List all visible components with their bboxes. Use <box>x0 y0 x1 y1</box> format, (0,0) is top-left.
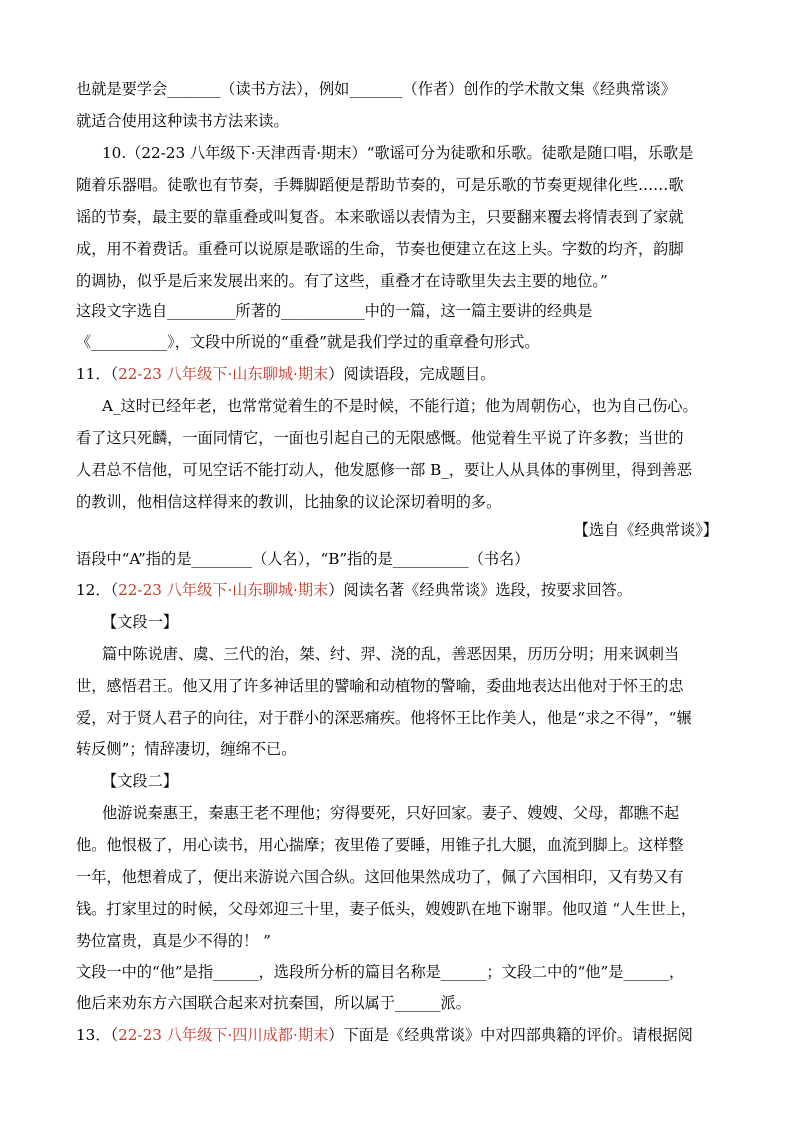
question-source: 22-23 八年级下·山东聊城·期末 <box>118 365 329 383</box>
answer-blank: ______ <box>213 963 259 981</box>
text-line: 转反侧”；情辞凄切，缠绵不已。 <box>76 740 297 758</box>
question-12-heading: 12．（22-23 八年级下·山东聊城·期末）阅读名著《经典常谈》选段，按要求回答。 <box>76 581 633 599</box>
text-line: 也就是要学会_______（读书方法），例如_______（作者）创作的学术散文集《经典常谈》 <box>76 80 676 98</box>
question-10-heading: 10.（22-23 八年级下·天津西青·期末）“歌谣可分为徒歌和乐歌。徒歌是随口唱，乐歌是 <box>102 144 694 162</box>
answer-blank: __________ <box>392 550 469 568</box>
text-line: 语段中“A”指的是________（人名），“B”指的是__________（书名） <box>76 550 530 568</box>
text-line: 钱。打家里过的时候，父母郊迎三十里，妻子低头，嫂嫂趴在地下谢罪。他叹道 “人生世上， <box>76 900 697 918</box>
answer-blank: ______ <box>623 963 669 981</box>
text-line: 谣的节奏，最主要的靠重叠或叫复沓。本来歌谣以表情为主，只要翻来覆去将情表到了家就 <box>76 208 684 226</box>
answer-blank: _______ <box>167 80 221 98</box>
question-11-heading: 11．（22-23 八年级下·山东聊城·期末）阅读语段，完成题目。 <box>76 365 496 383</box>
text-line: A_这时已经年老，也常常觉着生的不是时候，不能行道；他为周朝伤心，也为自己伤心。 <box>102 397 698 415</box>
section-label-1: 【文段一】 <box>102 613 178 631</box>
text-line: 势位富贵，真是少不得的！ ” <box>76 932 271 950</box>
text-line: 这段文字选自_________所著的___________中的一篇，这一篇主要讲的经典是 <box>76 302 593 320</box>
text-line: 他后来劝东方六国联合起来对抗秦国，所以属于______派。 <box>76 994 471 1012</box>
text-line: 他游说秦惠王，秦惠王老不理他；穷得要死，只好回家。妻子、嫂嫂、父母，都瞧不起 <box>102 804 680 822</box>
text-line: 成，用不着费话。重叠可以说原是歌谣的生命，节奏也便建立在这上头。字数的均齐，韵脚 <box>76 240 684 258</box>
text-line: 文段一中的“他”是指______，选段所分析的篇目名称是______；文段二中的“他”是______， <box>76 963 685 981</box>
text-line: 一年，他想着成了，便出来游说六国合纵。这回他果然成功了，佩了六国相印，又有势又有 <box>76 868 684 886</box>
question-source: 22-23 八年级下·天津西青·期末 <box>141 144 352 162</box>
answer-blank: _______ <box>349 80 403 98</box>
text-line: 《__________》，文段中所说的“重叠”就是我们学过的重章叠句形式。 <box>76 333 540 351</box>
question-13-heading: 13．（22-23 八年级下·四川成都·期末）下面是《经典常谈》中对四部典籍的评价。请根据阅 <box>76 1026 693 1044</box>
text-line: 他。他恨极了，用心读书，用心揣摩；夜里倦了要睡，用锥子扎大腿，血流到脚上。这样整 <box>76 836 684 854</box>
question-source: 22-23 八年级下·四川成都·期末 <box>118 1026 329 1044</box>
text-line: 人君总不信他，可见空话不能打动人，他发愿修一部 B_，要让人从具体的事例里，得到善恶 <box>76 461 692 479</box>
answer-blank: _________ <box>167 302 236 320</box>
text-line: 随着乐器唱。徒歌也有节奏，手舞脚蹈便是帮助节奏的，可是乐歌的节奏更规律化些……歌 <box>76 176 684 194</box>
answer-blank: ______ <box>440 963 487 981</box>
answer-blank: ___________ <box>281 302 365 320</box>
answer-blank: ______ <box>394 994 441 1012</box>
excerpt-attribution: 【选自《经典常谈》】 <box>573 521 718 539</box>
text-line: 的教训，他相信这样得来的教训，比抽象的议论深切着明的多。 <box>76 493 502 511</box>
text-line: 的调协，似乎是后来发展出来的。有了这些，重叠才在诗歌里失去主要的地位。” <box>76 272 608 290</box>
text-line: 看了这只死麟，一面同情它，一面也引起自己的无限感慨。他觉着生平说了许多教；当世的 <box>76 429 684 447</box>
question-source: 22-23 八年级下·山东聊城·期末 <box>118 581 329 599</box>
answer-blank: ________ <box>191 550 253 568</box>
section-label-2: 【文段二】 <box>102 772 178 790</box>
text-line: 世，感悟君王。他又用了许多神话里的譬喻和动植物的警喻，委曲地表达出他对于怀王的忠 <box>76 677 684 695</box>
text-line: 就适合使用这种读书方法来读。 <box>76 112 289 130</box>
text-line: 爱，对于贤人君子的向往，对于群小的深恶痛疾。他将怀王比作美人，他是“求之不得”，“辗 <box>76 709 692 727</box>
text-line: 篇中陈说唐、虞、三代的治，桀、纣、羿、浇的乱，善恶因果，历历分明；用来讽刺当 <box>102 645 680 663</box>
answer-blank: __________ <box>91 333 168 351</box>
